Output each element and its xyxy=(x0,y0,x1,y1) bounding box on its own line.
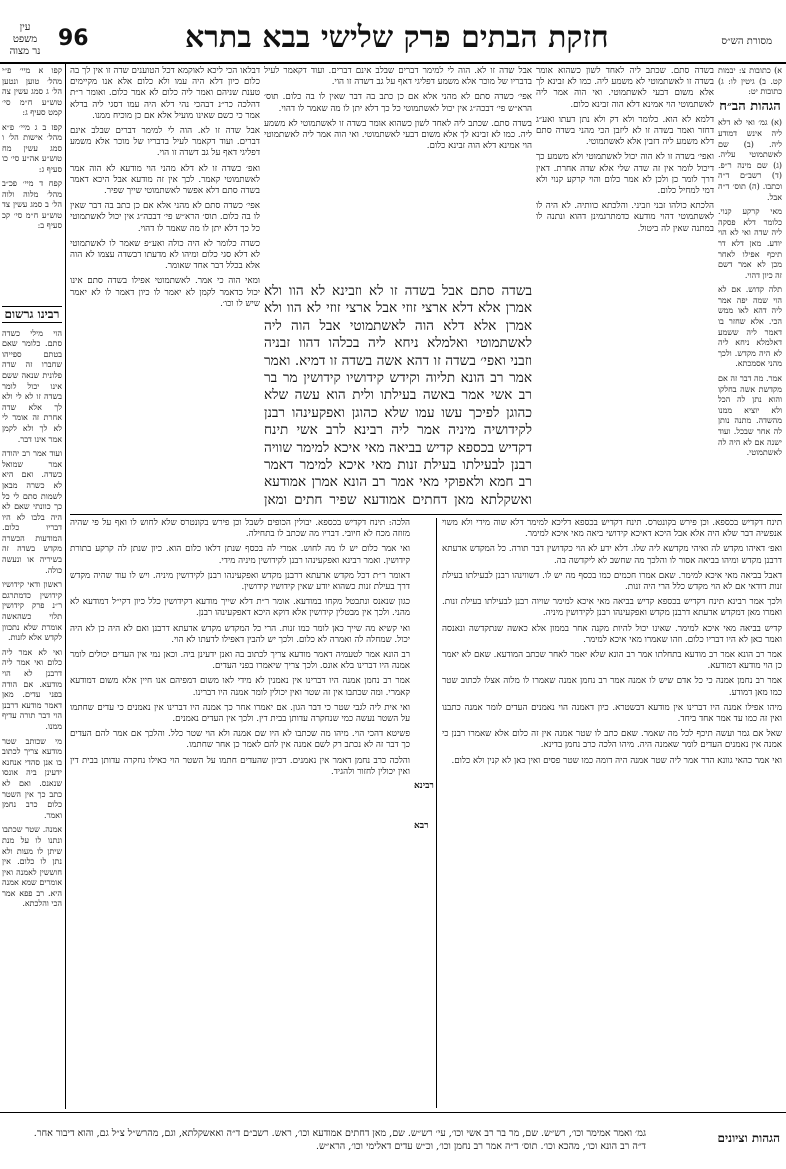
commentary-paragraph: מי שכותב שטר מודעא צריך לכתוב בו אנן סהדי אנחנא ידעינן ביה אונסו שנאנס. ואם לא כתב כך אין השטר כלום כרב נחמן ואמר. xyxy=(2,736,62,820)
page-footer xyxy=(0,1112,786,1169)
commentary-paragraph: ואי לא אמר ליה כלום ואי אמר ליה דרבנן לא הוי מודעא. אם הודה בפני עדים. מאן דאמר מודעא דרבנן הוי דבר תורה עדיף ממנו. xyxy=(2,647,62,731)
commentary-paragraph: כשדה כלומר לא היה כולה ואע״פ שאמר לו לאשתמוטי לא דלא סגי כלום ומיהו לא מדעתו דבשדה עצמו לא הוה אלא בכלל דבר אחד שאומר. xyxy=(70,238,260,272)
commentary-paragraph: הלכה: תינח דקדיש בכספא. יבולין הכופים לשבל וכן פירש בקונטרס שלא לחוש לו ואף על פי שהיה מזוזה מכח לא חיובי. דבריו מה שכתב לו בתחילה. xyxy=(70,518,410,540)
running-title: חזקת הבתים פרק שלישי בבא בתרא xyxy=(185,20,609,55)
commentary-paragraph: אפי׳ כשדה סתם לא מהני אלא אם כן כתב בה דבר שאין לו בה כלום. תוס׳ הרא״ש פי׳ דבכה״ג אין יכול לאשתמוטי כל כך דלא יתן לו מה שאמר לו דהוי. xyxy=(70,201,260,234)
ein-mishpat-entry: קפח ד מיי׳ פכ״ב מהל׳ מלוה ולוה הל׳ ב סמג עשין צד טוש״ע ח״מ סי׳ קכ סעיף ב: xyxy=(2,179,62,230)
hagahot-vetziyunim-label: הגהות וציונים xyxy=(717,1131,780,1145)
hagahot-entry: (א) גמ׳ ואי לא דלא ליה אינש דמודע ליה. (ב) שם לאשתמוטי עליה. (ג) שם מינה ר״פ. (ד) רשב״ם ד״ה וכתבו. (ה) תוס׳ ד״ה אבל. xyxy=(718,118,782,202)
commentary-paragraph: מאי קרקע קנוי. כלומר דלא פסקה ליה שדה ואי לא הוי יודע. מאן דלא דר תיכף אפילו לאחר מכן לא אמר דשם זה כיון דהוי. xyxy=(718,207,782,280)
commentary-paragraph: שאל אם גמר ועשה תיכף לכל מה שאמר. שאם כתב לו שטר אמנה אין זה כלום אלא שאמרו רבנן כי אמנה אין נאמנים העדים לומר שאמנה היה. מיהו הלכה כרב נחמן בדינא. xyxy=(442,729,782,751)
ein-mishpat-entry: קפו א מיי׳ פ״י מהל׳ טוען ונטען הל׳ ג סמג עשין צה טוש״ע ח״מ סי׳ קמט סעיף ג: xyxy=(2,66,62,117)
ein-mishpat-label: עין משפט נר מצוה xyxy=(9,22,41,57)
marginal-mark: רבינא xyxy=(414,781,434,791)
commentary-paragraph: בשדה סתם. שכתב ליה לאחד לשון כשהוא אומר בשדה זו לאשתמוטי לא משמע ליה. כמו לא זבינא לך אלא משום דבעי לאשתמוטי. ואי הוה אמר ליה לאשתמוטי הוי אמינא דלא הוה זבינא כלום. xyxy=(264,118,532,152)
commentary-paragraph: מיהו אפילו אמנה היו דברינו אין מודעא דבשטרא. כיון דאמנה הוי נאמנים העדים לומר אמנה כתבנו ואין זה כמו עד אמר אחד ביחד. xyxy=(442,702,782,725)
commentary-paragraph: רב הונא אמר לטעמיה דאמר מודעא צריך לכתוב בה ואנן ידעינן ביה. וכאן נמי אין העדים יכולים לומר אמנה היו דברינו בלא אונס. ולכך צריך שיאמרו בפני העדים. xyxy=(70,650,410,672)
commentary-paragraph: ומאי הוה כי אמר. לאשתמוטי אפילו בשדה סתם אינו יכול כדאמר לקמן לא יאמר לו כיון דאמר לו לא יאמר שיש לו וכו׳. xyxy=(70,276,260,309)
page-header xyxy=(0,0,786,64)
commentary-paragraph: אפי׳ כשדה סתם לא מהני אלא אם כן כתב בה דבר שאין לו בה כלום. תוס׳ הרא״ש פי׳ דבכה״ג אין יכול לאשתמוטי כל כך דלא יתן לו מה שאמר לו דהוי. xyxy=(264,92,532,114)
commentary-paragraph: דלמא לא הוא. כלומר ולא דק ולא נתן דעתו ואע״ג דחזר ואמר בשדה זו לא ליזבן הכי מהני בשדה סתם דלא משמע ליה דזבין אלא לאשתמוטי. xyxy=(536,114,714,148)
rabbeinu-gershom-heading: רבינו גרשום xyxy=(2,306,62,323)
marginal-mark: רבא xyxy=(414,821,429,831)
tosafot-lower xyxy=(70,518,410,1108)
commentary-paragraph: ואי אמר כהאי גוונא הדר אמר ליה שטר אמנה היה דומה כמו שטר פסים ואין כאן לא קנין ולא כלום. xyxy=(451,755,782,766)
commentary-paragraph: דאבל בביאה מאי איכא למימר. שאם אמרו חכמים כמו בכסף מה יש לו. דשווינהו רבנן לבעילתו בעילת זנות דודאי אם לא הוי מקדש כלל הרי היה זנות. xyxy=(442,570,782,593)
commentary-paragraph: אמר רב נחמן אמנה היו דברינו אין נאמנין לא מידי לאו משום דמפיהם אנו חיין אלא משום דמודעא קאמרי. ומה שכתבו אין זה שטר ואין יכולין לומר אמנה היו דברינו. xyxy=(70,676,410,698)
tosafot-top-band xyxy=(264,66,532,278)
commentary-paragraph: ואפ׳ דאיהו מקדש לה ואיהי מקדשא ליה שלו. דלא ידע לא הוי כקדושין דבר תורה. כל המקדש אדעתא דרבנן מקדש ומיהו בביאה אסור לו והלכך מה שחשב לא ליקדשה בה. xyxy=(442,544,782,566)
ein-mishpat-column xyxy=(2,66,62,296)
commentary-paragraph: ואפ׳ כשדה זו לא דלא מהני הוי מודעא לא הוה אמר לאשתמוטי קאמר. לכך אין זה מודעא אבל היכא דאמר בשדה סתם דלא אפשר לאשתמוטי שייך שפיר. xyxy=(70,163,260,197)
commentary-paragraph: הלכתא כולהו זבני וזביני. והלכתא כוותיה. לא היה לו לאשתמוטי דהוי מודעא כדמתרגמינן דהוא ונתנה לו במתנה שאין לה ביטול. xyxy=(536,201,714,234)
commentary-paragraph: תינח דקדיש בכספא. וכן פירש בקונטרס. תינח דקדיש בכספא דליכא למימר דלא שוה מידי ולא משוי אנפשיה דבר שלא היה אלא אבל היכא דאיכא קידושי ביאה מאי איכא למימר. xyxy=(442,518,782,540)
commentary-paragraph: אמר רב נחמן אמנה כי כל אדם שיש לו אמנה אמר רב נחמן אמנה שאמרו לו מלוה אצלו לכתוב שטר כמו מאן דמודע. xyxy=(442,676,782,698)
tosafot-upper xyxy=(70,66,260,511)
rashbam-lower xyxy=(442,518,782,1108)
hagahot-habach-heading: הגהות הב״ח xyxy=(719,98,781,114)
rashbam-upper xyxy=(536,66,714,511)
commentary-paragraph: בשדה סתם. שכתב ליה לאחד לשון כשהוא אומר בשדה זו לאשתמוטי לא משמע ליה. כמו לא זבינא לך אלא משום דבעי לאשתמוטי. ואי הוה אמר ליה לאשתמוטי הוי אמינא דלא הוה זבינא כלום. xyxy=(536,66,714,110)
commentary-paragraph: והלכה כרב נחמן דאמר אין נאמנים. דכיון שהעדים חתמו על השטר הוי כאילו נחקרה עדותן בבית דין ואין יכולין לחזור ולהגיד. xyxy=(70,755,410,777)
commentary-paragraph: כגון שנאנס ונתבטל מקחו במודעא. אומר ר״ת דלא שייך מודעא דקידושין כלל כיון דקי״ל דמודעא לא מהני. ולכך אין מבטלין קידושין אלא דוקא היכא דאפקעינהו רבנן. xyxy=(70,597,410,619)
hagahot-habach-column xyxy=(718,66,782,511)
commentary-paragraph: אמר רב הונא אמר רב מודעא בתחלתו אמר רב הונא שלא יאמר לאחר שכתב המודעא. שאם לא יאמר כן הוי מודעא דמודעא. xyxy=(442,650,782,672)
commentary-paragraph: ואפי׳ בשדה זו לא הוה יכול לאשתמוטי ולא משמע כך דיכול לומר אין זה שדה שלי אלא שדה אחרת. דאין דרך לומר כן ולכן לא אמר כלום והוי קרקע קנוי ולא דמי למחיל כלום. xyxy=(536,152,714,197)
page-number: 96 xyxy=(58,26,89,51)
rabbeinu-gershom-column xyxy=(2,300,62,1105)
commentary-paragraph: דבלאו הכי ליכא לאוקמא דכל הטוענים שדה זו אין לך בה כלום כיון דלא היה עמו ולא כלום אלא אנו מקיימים טענת שניהם ואמר ליה כלום לא אמר כלום. ואומר ר״ת דהלכה כר״נ דבהכי נהי דלא היה עמו דסגי ליה בדלא אמר כי כשם שאינו מועיל אלא אם כן מוכיח ממנו. xyxy=(70,66,260,121)
commentary-paragraph: דאומר ר״ת דכל מקדש אדעתא דרבנן מקדש ואפקעינהו רבנן לקידושין מיניה. ויש לו עוד שהיה מקדש דרך בעילת זנות כשהוא יודע שאין קידושיו קידושין. xyxy=(70,570,410,593)
masoret-reference: א) כתובות צ: יבמות קט. ב) גיטין לו: ג) כתובות יט: xyxy=(718,66,782,97)
commentary-paragraph: ואי אית ליה לגבי שטר כי דבר הגון. אם יאמרו אחר כך אמנה היו דברינו אין נאמנים כי עדים שחתמו על השטר נעשה כמי שנחקרה עדותן בבית דין. ולכך אין העדים נאמנים. xyxy=(70,702,410,725)
commentary-paragraph: ואי אמר כלום יש לו מה לחוש. אמרי לה בכסף שנתן דלאו כלום הוא. כיון שנתן לה קרקע בתורת קידושין. ואמר רבינא ואפקעינהו רבנן לקידושין מיניה מידי. xyxy=(70,544,410,566)
gemara-main-text xyxy=(264,283,532,508)
ein-mishpat-entry: קפז ב ג מיי׳ פ״א מהל׳ אישות הל׳ ו סמג עשין מח טוש״ע אה״ע סי׳ כו סעיף ג: xyxy=(2,122,62,174)
gemara-text-before: בשדה סתם אבל בשדה זו לא וזבינא לא הוו ולא אמרן אלא דלא ארצי זוזי אבל ארצי זוזי לא הוו ולא אמרן אלא דלא הוה לאשתמוטי אבל הוה ליה לאשתמוטי ואלמלא ניחא ליה בכלהו דהוו זבניה וזבני ואפי׳ בשדה זו דהא אשה בשדה זו דמיא. ואמר אמר רב הונא תליוה וקידש קידושיו קידושין מר בר רב אשי אמר באשה בעילתו ולית הוא עשה שלא כהוגן לפיכך עשו עמו שלא כהוגן ואפקעינהו רבנן לקידושיה מיניה אמר ליה רבינא לרב אשי תינח דקדיש בכספא קדיש בביאה מאי איכא למימר שוויה רבנן לבעילתו בעילת זנות מאי איכא למימר דאמר רב חמא ולאפוקי מאי אמר רב הונא אמרן אמודעא ואשקלתא מאן דחתים אמודעא שפיר חתים ומאן xyxy=(264,283,532,508)
commentary-paragraph: קדיש בביאה מאי איכא למימר. שאינו יכול להיות מקנה אחר בממון אלא כאשה שנתקדשה ונאנסה ואמר כאן לא היו דבריו כלום. וזהו שאמרו מאי איכא למימר. xyxy=(442,623,782,645)
horizontal-separator xyxy=(70,514,782,515)
commentary-paragraph: אמר. מה דבר זה אם מקדשת אשה בחלקו והוא נתן לה הכל ולא יוציא ממנו מהשדה. מתנה נותן לה אחר שבכל. ועוד ישנה אם לא היה לה לאשתמוטי. xyxy=(718,374,782,458)
commentary-paragraph: ראשון ודאי קידושיו קידושין כדמתרגם ר״נ פרק קידושין תלוי כשהאשה אומרת שלא נתכוון לקדש אלא לזנות. xyxy=(2,580,62,643)
column-separator xyxy=(436,518,437,1108)
hagahot-vetziyunim-text: גמ׳ ואמר אמימר וכו׳, רש״ש. שם, מר בר רב אשי וכו׳, עי׳ רש״ש. שם, מאן דחתים אמודעא וכו׳, ראש. רשב״ם ד״ה ואאשקלתא, וגם, מהרש״ל צ״ל גם, והוא דיבור אחר. ד״ה רב הונא וכו׳, מהכא וכו׳. תוס׳ ד״ה אמר רב נחמן וכו׳, וכ״ש עדים דאלימי וכו׳, הרא״ש. xyxy=(33,1128,646,1152)
column-separator xyxy=(65,64,66,1109)
masoret-hashas-label: מסורת הש״ס xyxy=(721,36,772,47)
commentary-paragraph: אבל שדה זו לא. הוה לי למימר דברים שבלב אינם דברים. ועוד דקאמר לעיל בדבריו של מוכר אלא משמע דפליגי דאף על גב דשדה זו הוי. xyxy=(70,126,260,159)
commentary-paragraph: תלה קדוש. אם לא הוי שמה יפה אמר ליה דהא לאו ממש הכי. אלא שחזר בו דאמר ליה ששמע דאלמלא ניחא ליה לא היה מקדש. ולכך מהני אסמכתא. xyxy=(718,285,782,369)
commentary-paragraph: אבל שדה זו לא. הוה לי למימר דברים שבלב אינם דברים. ועוד דקאמר לעיל בדבריו של מוכר אלא משמע דפליגי דאף על גב דשדה זו הוי. xyxy=(264,66,532,88)
commentary-paragraph: הוי מילי כשדה סתם. כלומר שאם בטתם ספייהו שחברו זה שדה פלונית שנאה ששם אינו יכול לומר בשדה זו לא לי ולא לך אלא שדה אחרת זה אומר לי לא לך ולא לקמן אמר אינו דבר. xyxy=(2,328,62,444)
commentary-paragraph: פשיטא דהכי הוי. מיהו מה שכתבו לא היו שם אמנה ולא הוי שטר כלל. והלכך אם אמר להם העדים כך דבר זה לא נכתב רק לשם אמנה אין להם לאמר כן אחר שחתמו. xyxy=(70,729,410,751)
commentary-paragraph: ועוד אמר רב יהודה אמר שמואל כשדה. ואם היא לא כשרה מבאן לשמות סתם לי כל כך כוונתי שאם לא היה בלבו לא היו דבריו כלום. המודעות הכשרה מקדש בשדה זה בשיריה או ונעשה כולה. xyxy=(2,449,62,575)
commentary-paragraph: ולכך אמר רבינא תינח דקדיש בכספא קדיש בביאה מאי איכא למימר שויוה רבנן לבעילתו בעילת זנות. ואמרו מאן דמקדש אדעתא דרבנן מקדש ואפקעינהו רבנן לקידושין מיניה. xyxy=(442,597,782,619)
commentary-paragraph: אמנה. שטר שכתבו ונתנו לו על מנת שיתן לו מעות ולא נתן לו כלום. אין חוששין לאמנה ואין אומרים שמא אמנה היא. רב פפא אמר הכי והלכתא. xyxy=(2,825,62,909)
commentary-paragraph: ואי קשיא מה שייך כאן לומר כמו זנות. הרי כל המקדש מקדש אדעתא דרבנן ואם לא היה כן לא היה יכול. שמחלה לה ואמרה לא כלום. ולכך יש להבין דאפילו לדעתו לא הוי. xyxy=(70,623,410,645)
